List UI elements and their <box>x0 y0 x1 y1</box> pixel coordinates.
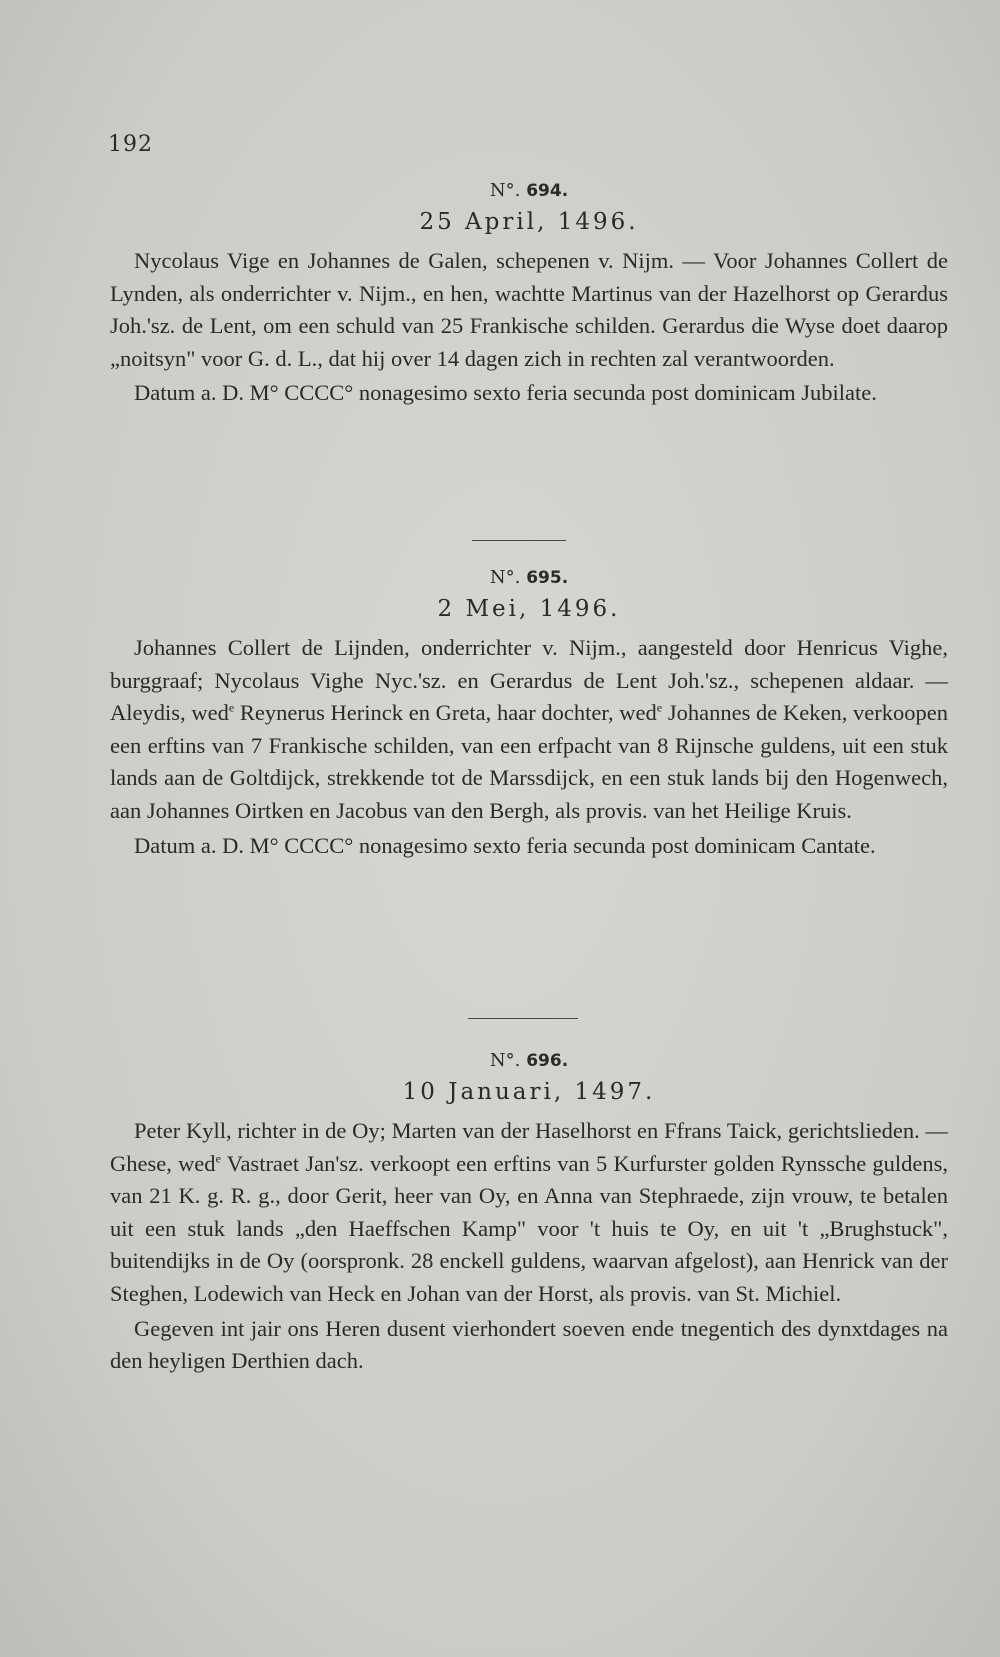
entry-body <box>110 245 948 410</box>
entry-696 <box>110 1050 948 1378</box>
entry-number-value: 696. <box>526 1051 569 1071</box>
entry-datum: Datum a. D. M° CCCC° nonagesimo sexto feria secunda post dominicam Cantate. <box>134 832 876 858</box>
entry-number-prefix: N°. <box>489 1050 521 1071</box>
entry-number <box>110 180 948 201</box>
entry-paragraph: Peter Kyll, richter in de Oy; Marten van der Haselhorst en Ffrans Taick, gerichtslieden. — Ghese, wed$^e$ Vastraet Jan'sz. verkoopt een erftins van 5 Kurfurster golden Rynssche guldens, van 21 K. g. R. g., door Gerit, heer van Oy, en Anna van Stephraede, zijn vrouw, te betalen uit een stuk lands „den Haeffschen Kamp" voor 't huis te Oy, en uit 't „Brughstuck", buitendijks in de Oy (oorspronk. 28 enckell guldens, waarvan afgelost), aan Henrick van der Steghen, Lodewich van Heck en Johan van der Horst, als provis. van St. Michiel. <box>110 1118 949 1306</box>
entry-body <box>110 632 948 862</box>
entry-number-value: 695. <box>526 568 569 588</box>
entry-date: 2 Mei, 1496. <box>437 596 621 622</box>
entry-date: 25 April, 1496. <box>419 209 639 235</box>
page-number: 192 <box>108 132 153 157</box>
entry-body <box>110 1115 948 1378</box>
entry-number <box>110 1050 948 1071</box>
entry-paragraph: Nycolaus Vige en Johannes de Galen, schepenen v. Nijm. — Voor Johannes Collert de Lynden, als onderrichter v. Nijm., en hen, wachtte Martinus van der Hazelhorst op Gerardus Joh.'sz. de Lent, om een schuld van 25 Frankische schilden. Gerardus die Wyse doet daarop „noitsyn" voor G. d. L., dat hij over 14 dagen zich in rechten zal verantwoorden. <box>110 248 948 371</box>
entry-number <box>110 567 948 588</box>
entry-695 <box>110 567 948 862</box>
entry-date: 10 Januari, 1497. <box>402 1079 656 1105</box>
entry-number-prefix: N°. <box>489 567 521 588</box>
entry-closing: Gegeven int jair ons Heren dusent vierhondert soeven ende tnegentich des dynxtdages na den heyligen Derthien dach. <box>110 1315 948 1374</box>
separator <box>468 1018 578 1019</box>
entry-number-value: 694. <box>526 181 569 201</box>
separator <box>472 540 566 541</box>
superscript: e <box>656 700 663 715</box>
entry-694 <box>110 180 948 410</box>
entry-datum: Datum a. D. M° CCCC° nonagesimo sexto feria secunda post dominicam Jubilate. <box>134 380 877 406</box>
superscript: e <box>228 700 235 715</box>
entry-paragraph: Johannes Collert de Lijnden, onderrichter v. Nijm., aangesteld door Henricus Vighe, burggraaf; Nycolaus Vighe Nyc.'sz. en Gerardus de Lent Joh.'sz., schepenen aldaar. — Aleydis, wed$^e$ Reynerus Herinck en Greta, haar dochter, wed$^e$ Johannes de Keken, verkoopen een erftins van 7 Frankische schilden, van een erfpacht van 8 Rijnsche guldens, uit een stuk lands aan de Goltdijck, strekkende tot de Marssdijck, en een stuk lands bij den Hogenwech, aan Johannes Oirtken en Jacobus van den Bergh, als provis. van het Heilige Kruis. <box>110 635 948 823</box>
entry-number-prefix: N°. <box>489 180 521 201</box>
superscript: e <box>215 1151 221 1166</box>
